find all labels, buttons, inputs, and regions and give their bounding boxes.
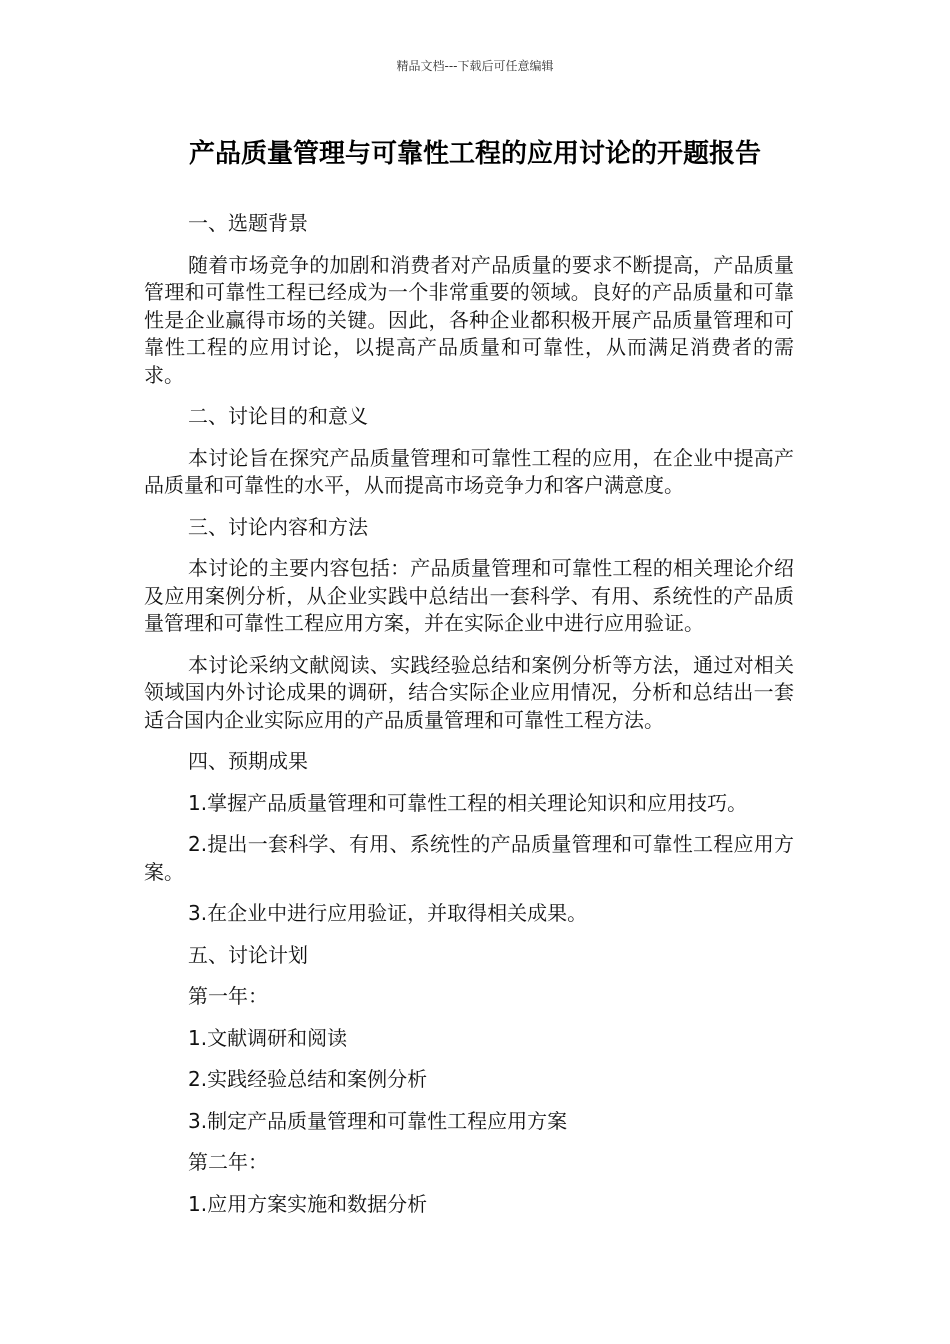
section-heading-purpose: 二、讨论目的和意义 — [188, 404, 368, 428]
document-body — [144, 210, 794, 1232]
plan-year-1-label: 第一年： — [188, 984, 268, 1008]
plan-year-2-item-1: 1.应用方案实施和数据分析 — [188, 1191, 428, 1216]
section-heading-content-method: 三、讨论内容和方法 — [188, 514, 368, 539]
paragraph-content: 本讨论的主要内容包括：产品质量管理和可靠性工程的相关理论介绍及应用案例分析，从企业实践中总结出一套科学、有用、系统性的产品质量管理和可靠性工程应用方案，并在实际企业中进行应用验证。 — [144, 556, 794, 635]
plan-year-1-item-2: 2.实践经验总结和案例分析 — [188, 1067, 428, 1091]
section-heading-outcomes: 四、预期成果 — [188, 749, 308, 773]
page-header: 精品文档---下载后可任意编辑 — [396, 59, 554, 73]
outcome-item-1: 1.掌握产品质量管理和可靠性工程的相关理论知识和应用技巧。 — [188, 790, 748, 815]
plan-year-1-item-3: 3.制定产品质量管理和可靠性工程应用方案 — [188, 1108, 568, 1133]
outcome-item-2: 2.提出一套科学、有用、系统性的产品质量管理和可靠性工程应用方案。 — [144, 832, 794, 884]
section-heading-plan: 五、讨论计划 — [188, 942, 308, 967]
paragraph-background: 随着市场竞争的加剧和消费者对产品质量的要求不断提高，产品质量管理和可靠性工程已经成为一个非常重要的领域。良好的产品质量和可靠性是企业赢得市场的关键。因此，各种企业都积极开展产品质量管理和可靠性工程的应用讨论，以提高产品质量和可靠性，从而满足消费者的需求。 — [144, 252, 794, 387]
plan-year-2-label: 第二年： — [188, 1150, 268, 1174]
outcome-item-3: 3.在企业中进行应用验证，并取得相关成果。 — [188, 901, 588, 925]
document-title: 产品质量管理与可靠性工程的应用讨论的开题报告 — [188, 139, 761, 169]
section-heading-background: 一、选题背景 — [188, 211, 308, 235]
paragraph-purpose: 本讨论旨在探究产品质量管理和可靠性工程的应用，在企业中提高产品质量和可靠性的水平，从而提高市场竞争力和客户满意度。 — [144, 445, 794, 497]
paragraph-method: 本讨论采纳文献阅读、实践经验总结和案例分析等方法，通过对相关领域国内外讨论成果的调研，结合实际企业应用情况，分析和总结出一套适合国内企业实际应用的产品质量管理和可靠性工程方法。 — [144, 652, 794, 732]
plan-year-1-item-1: 1.文献调研和阅读 — [188, 1025, 348, 1050]
